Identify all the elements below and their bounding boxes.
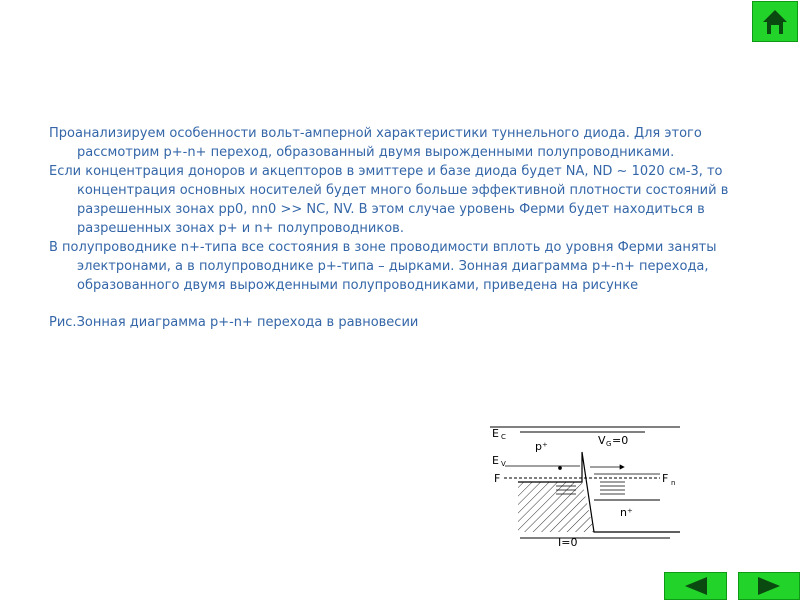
current-label: I=0 (558, 536, 578, 547)
voltage-label: V (598, 434, 606, 447)
ev-sub: V (501, 460, 506, 468)
fn-sub: n (671, 479, 676, 487)
band-diagram (490, 422, 685, 547)
p-valence-region (518, 482, 594, 532)
triangle-left-icon (683, 576, 709, 596)
next-slide-button[interactable] (738, 572, 800, 600)
paragraph: Если концентрация доноров и акцепторов в эмиттере и базе диода будет NA, ND ~ 1020 см-3, то концентрация основных носителей будет много больше эффективной плотности состояний в разрешенных зонах pp0, nn0 >> NC, NV. В этом случае уровень Ферми будет находиться в разрешенных зонах p+ и n+ полупроводников. (49, 164, 729, 236)
figure-caption: Рис.Зонная диаграмма p+-n+ перехода в равновесии (49, 315, 419, 330)
ev-label: E (492, 454, 499, 467)
fn-label: F (662, 472, 669, 485)
voltage-sub: G (606, 440, 612, 448)
paragraph: Проанализируем особенности вольт-амперной характеристики туннельного диода. Для этого рассмотрим p+-n+ переход, образованный двумя вырожденными полупроводниками. (49, 126, 702, 160)
ec-sub: C (501, 433, 506, 441)
n-region-label: n⁺ (620, 506, 633, 519)
ec-label: E (492, 427, 499, 440)
voltage-value: =0 (612, 434, 629, 447)
previous-slide-button[interactable] (664, 572, 727, 600)
main-text (49, 124, 749, 332)
f-label: F (494, 472, 501, 485)
home-icon (760, 7, 790, 37)
home-button[interactable] (752, 1, 798, 42)
p-region-label: p⁺ (535, 440, 548, 453)
triangle-right-icon (756, 576, 782, 596)
paragraph: В полупроводнике n+-типа все состояния в зоне проводимости вплоть до уровня Ферми заняты электронами, а в полупроводнике p+-типа – дырками. Зонная диаграмма p+-n+ перехода, образованного двумя вырожденными полупроводниками, приведена на рисунке (49, 240, 717, 293)
